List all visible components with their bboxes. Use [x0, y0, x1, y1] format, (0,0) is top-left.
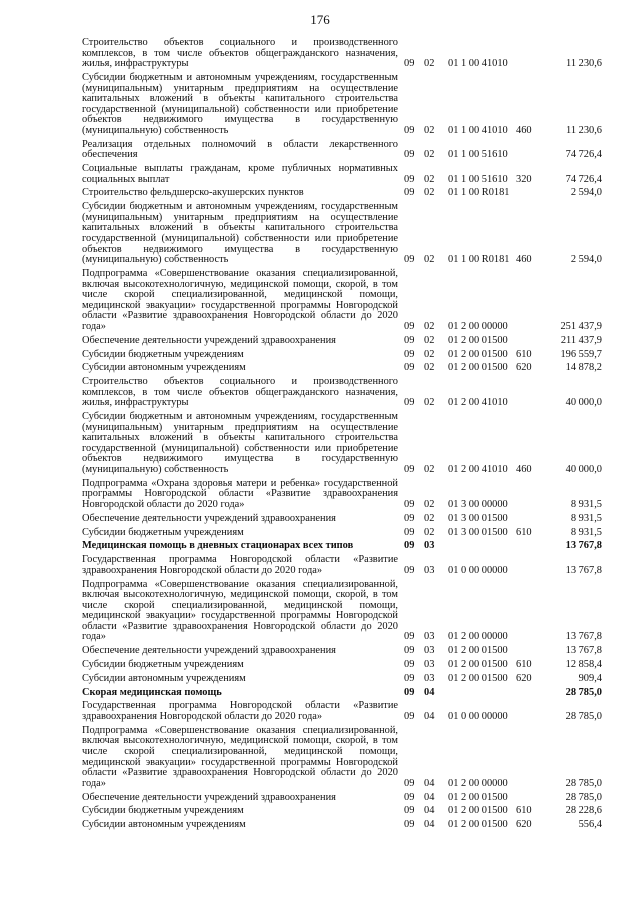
row-amount: 28 228,6 — [565, 805, 602, 817]
row-description: Обеспечение деятельности учреждений здравоохранения — [82, 645, 336, 657]
row-section-code: 09 — [404, 512, 415, 524]
table-row — [82, 140, 602, 161]
row-amount: 13 767,8 — [565, 564, 602, 576]
table-row — [82, 820, 602, 831]
row-amount: 211 437,9 — [560, 334, 602, 346]
row-target-article-code: 01 2 00 01500 — [448, 362, 508, 374]
row-section-code: 09 — [404, 540, 415, 552]
row-target-article-code: 01 0 00 00000 — [448, 710, 508, 722]
table-row — [82, 674, 602, 685]
row-target-article-code: 01 2 00 01500 — [448, 791, 508, 803]
table-row — [82, 701, 602, 722]
row-description: Подпрограмма «Совершенствование оказания специализированной, включая высокотехнологичную, медицинской помощи, скорой, в том числе скорой специализированной, медицинской помощи, медицинской эвакуации» государственной программы Новгородской области «Развитие здравоохранения Новгородской области до 2020 года» — [82, 724, 398, 789]
row-subsection-code: 02 — [424, 362, 435, 374]
row-expense-type-code: 460 — [516, 254, 532, 266]
row-amount: 13 767,8 — [565, 631, 602, 643]
row-target-article-code: 01 1 00 41010 — [448, 124, 508, 136]
row-expense-type-code: 620 — [516, 819, 532, 831]
row-section-code: 09 — [404, 672, 415, 684]
row-target-article-code: 01 1 00 41010 — [448, 58, 508, 70]
row-target-article-code: 01 3 00 01500 — [448, 512, 508, 524]
row-target-article-code: 01 2 00 01500 — [448, 819, 508, 831]
row-subsection-code: 02 — [424, 187, 435, 199]
row-target-article-code: 01 2 00 01500 — [448, 334, 508, 346]
row-section-code: 09 — [404, 645, 415, 657]
row-amount: 40 000,0 — [565, 397, 602, 409]
row-section-code: 09 — [404, 710, 415, 722]
row-subsection-code: 02 — [424, 320, 435, 332]
row-amount: 11 230,6 — [566, 58, 602, 70]
row-description: Скорая медицинская помощь — [82, 686, 222, 698]
row-subsection-code: 04 — [424, 710, 435, 722]
row-description: Строительство фельдшерско-акушерских пунктов — [82, 187, 304, 199]
row-section-code: 09 — [404, 777, 415, 789]
row-amount: 74 726,4 — [565, 173, 602, 185]
row-description: Подпрограмма «Совершенствование оказания специализированной, включая высокотехнологичную, медицинской помощи, скорой, в том числе скорой специализированной, медицинской помощи, медицинской эвакуации» государственной программы Новгородской области «Развитие здравоохранения Новгородской области до 2020 года» — [82, 578, 398, 643]
row-section-code: 09 — [404, 173, 415, 185]
row-amount: 28 785,0 — [565, 686, 602, 698]
table-row — [82, 269, 602, 333]
row-subsection-code: 02 — [424, 254, 435, 266]
row-target-article-code: 01 2 00 00000 — [448, 777, 508, 789]
row-description: Субсидии бюджетным учреждениям — [82, 526, 244, 538]
table-row — [82, 580, 602, 644]
row-amount: 8 931,5 — [570, 499, 602, 510]
budget-table — [82, 38, 602, 834]
row-amount: 196 559,7 — [560, 348, 602, 360]
row-section-code: 09 — [404, 254, 415, 266]
row-section-code: 09 — [404, 58, 415, 70]
row-expense-type-code: 460 — [516, 464, 532, 476]
row-expense-type-code: 610 — [516, 526, 532, 538]
row-target-article-code: 01 3 00 01500 — [448, 526, 508, 538]
row-target-article-code: 01 2 00 01500 — [448, 659, 508, 671]
row-description: Субсидии автономным учреждениям — [82, 362, 246, 374]
row-target-article-code: 01 2 00 01500 — [448, 348, 508, 360]
row-subsection-code: 02 — [424, 334, 435, 346]
row-section-code: 09 — [404, 348, 415, 360]
row-target-article-code: 01 2 00 00000 — [448, 320, 508, 332]
row-amount: 12 858,4 — [565, 659, 602, 671]
row-section-code: 09 — [404, 464, 415, 476]
row-target-article-code: 01 2 00 01500 — [448, 805, 508, 817]
table-row — [82, 73, 602, 137]
row-description: Социальные выплаты гражданам, кроме публичных нормативных социальных выплат — [82, 163, 398, 185]
table-row — [82, 646, 602, 657]
table-row — [82, 412, 602, 476]
row-amount: 13 767,8 — [565, 540, 602, 552]
row-section-code: 09 — [404, 805, 415, 817]
row-target-article-code: 01 0 00 00000 — [448, 564, 508, 576]
row-description: Государственная программа Новгородской области «Развитие здравоохранения Новгородской области до 2020 года» — [82, 700, 398, 722]
row-amount: 28 785,0 — [565, 710, 602, 722]
row-target-article-code: 01 2 00 41010 — [448, 464, 508, 476]
row-description: Строительство объектов социального и производственного комплексов, в том числе объектов общегражданского назначения, жилья, инфраструктуры — [82, 37, 398, 70]
row-subsection-code: 03 — [424, 645, 435, 657]
table-row — [82, 363, 602, 374]
row-expense-type-code: 610 — [516, 805, 532, 817]
row-subsection-code: 03 — [424, 659, 435, 671]
row-target-article-code: 01 1 00 51610 — [448, 149, 508, 161]
row-description: Обеспечение деятельности учреждений здравоохранения — [82, 334, 336, 346]
row-amount: 2 594,0 — [570, 187, 602, 199]
table-row — [82, 350, 602, 361]
row-description: Субсидии бюджетным и автономным учреждениям, государственным (муниципальным) унитарным предприятиям на осуществление капитальных вложений в объекты капитального строительства государственной (муниципальной) собственности или приобретение объектов недвижимого имущества в государственную (муниципальную) собственность — [82, 201, 398, 266]
row-subsection-code: 04 — [424, 777, 435, 789]
row-expense-type-code: 610 — [516, 659, 532, 671]
row-subsection-code: 02 — [424, 149, 435, 161]
row-expense-type-code: 620 — [516, 362, 532, 374]
row-description: Обеспечение деятельности учреждений здравоохранения — [82, 512, 336, 524]
row-amount: 909,4 — [578, 672, 602, 684]
row-subsection-code: 02 — [424, 58, 435, 70]
row-subsection-code: 02 — [424, 512, 435, 524]
row-expense-type-code: 320 — [516, 173, 532, 185]
row-expense-type-code: 620 — [516, 672, 532, 684]
section-row — [82, 688, 602, 699]
row-subsection-code: 02 — [424, 464, 435, 476]
row-section-code: 09 — [404, 149, 415, 161]
table-row — [82, 660, 602, 671]
row-amount: 556,4 — [578, 819, 602, 831]
row-section-code: 09 — [404, 819, 415, 831]
table-row — [82, 528, 602, 539]
row-description: Субсидии автономным учреждениям — [82, 819, 246, 831]
row-section-code: 09 — [404, 397, 415, 409]
row-section-code: 09 — [404, 334, 415, 346]
row-description: Субсидии бюджетным учреждениям — [82, 659, 244, 671]
row-amount: 28 785,0 — [565, 777, 602, 789]
row-section-code: 09 — [404, 686, 415, 698]
row-amount: 74 726,4 — [565, 149, 602, 161]
table-row — [82, 38, 602, 70]
row-amount: 28 785,0 — [565, 791, 602, 803]
row-description: Строительство объектов социального и производственного комплексов, в том числе объектов общегражданского назначения, жилья, инфраструктуры — [82, 376, 398, 409]
row-description: Медицинская помощь в дневных стационарах всех типов — [82, 540, 354, 552]
row-description: Субсидии бюджетным и автономным учреждениям, государственным (муниципальным) унитарным предприятиям на осуществление капитальных вложений в объекты капитального строительства государственной (муниципальной) собственности или приобретение объектов недвижимого имущества в государственную (муниципальную) собственность — [82, 71, 398, 136]
row-description: Субсидии бюджетным и автономным учреждениям, государственным (муниципальным) унитарным предприятиям на осуществление капитальных вложений в объекты капитального строительства государственной (муниципальной) собственности или приобретение объектов недвижимого имущества в государственную (муниципальную) собственность — [82, 411, 398, 476]
row-subsection-code: 03 — [424, 672, 435, 684]
row-expense-type-code: 460 — [516, 124, 532, 136]
table-row — [82, 188, 602, 199]
row-section-code: 09 — [404, 631, 415, 643]
table-row — [82, 806, 602, 817]
row-target-article-code: 01 1 00 R0181 — [448, 254, 510, 266]
row-description: Субсидии бюджетным учреждениям — [82, 805, 244, 817]
row-subsection-code: 02 — [424, 499, 435, 510]
table-row — [82, 726, 602, 790]
row-amount: 8 931,5 — [570, 526, 602, 538]
row-description: Подпрограмма «Охрана здоровья матери и ребенка» государственной программы Новгородской области «Развитие здравоохранения Новгородской области до 2020 года» — [82, 477, 398, 510]
row-section-code: 09 — [404, 187, 415, 199]
row-subsection-code: 04 — [424, 805, 435, 817]
row-subsection-code: 04 — [424, 686, 435, 698]
page-number: 176 — [310, 12, 330, 27]
row-subsection-code: 04 — [424, 819, 435, 831]
table-row — [82, 793, 602, 804]
table-row — [82, 164, 602, 185]
row-description: Государственная программа Новгородской области «Развитие здравоохранения Новгородской области до 2020 года» — [82, 554, 398, 576]
row-section-code: 09 — [404, 499, 415, 510]
row-target-article-code: 01 2 00 01500 — [448, 645, 508, 657]
row-target-article-code: 01 2 00 41010 — [448, 397, 508, 409]
row-description: Обеспечение деятельности учреждений здравоохранения — [82, 791, 336, 803]
row-target-article-code: 01 1 00 51610 — [448, 173, 508, 185]
row-subsection-code: 02 — [424, 348, 435, 360]
row-subsection-code: 04 — [424, 791, 435, 803]
section-row — [82, 541, 602, 552]
row-target-article-code: 01 2 00 00000 — [448, 631, 508, 643]
row-amount: 40 000,0 — [565, 464, 602, 476]
table-row — [82, 377, 602, 409]
row-section-code: 09 — [404, 124, 415, 136]
table-row — [82, 479, 602, 511]
row-section-code: 09 — [404, 362, 415, 374]
row-amount: 13 767,8 — [565, 645, 602, 657]
row-section-code: 09 — [404, 320, 415, 332]
table-row — [82, 514, 602, 525]
row-subsection-code: 03 — [424, 564, 435, 576]
row-description: Субсидии бюджетным учреждениям — [82, 348, 244, 360]
row-target-article-code: 01 2 00 01500 — [448, 672, 508, 684]
table-row — [82, 555, 602, 576]
row-subsection-code: 02 — [424, 397, 435, 409]
row-target-article-code: 01 1 00 R0181 — [448, 187, 510, 199]
row-section-code: 09 — [404, 659, 415, 671]
row-subsection-code: 03 — [424, 631, 435, 643]
row-amount: 11 230,6 — [566, 124, 602, 136]
row-expense-type-code: 610 — [516, 348, 532, 360]
table-row — [82, 202, 602, 266]
table-row — [82, 336, 602, 347]
row-subsection-code: 03 — [424, 540, 435, 552]
row-subsection-code: 02 — [424, 526, 435, 538]
row-amount: 8 931,5 — [570, 512, 602, 524]
row-amount: 2 594,0 — [570, 254, 602, 266]
row-subsection-code: 02 — [424, 124, 435, 136]
row-amount: 251 437,9 — [560, 320, 602, 332]
row-description: Подпрограмма «Совершенствование оказания специализированной, включая высокотехнологичную, медицинской помощи, скорой, в том числе скорой специализированной, медицинской помощи, медицинской эвакуации» государственной программы Новгородской области «Развитие здравоохранения Новгородской области до 2020 года» — [82, 268, 398, 332]
row-section-code: 09 — [404, 564, 415, 576]
row-amount: 14 878,2 — [565, 362, 602, 374]
row-description: Субсидии автономным учреждениям — [82, 672, 246, 684]
row-section-code: 09 — [404, 791, 415, 803]
row-description: Реализация отдельных полномочий в области лекарственного обеспечения — [82, 138, 398, 161]
row-target-article-code: 01 3 00 00000 — [448, 499, 508, 510]
row-subsection-code: 02 — [424, 173, 435, 185]
row-section-code: 09 — [404, 526, 415, 538]
